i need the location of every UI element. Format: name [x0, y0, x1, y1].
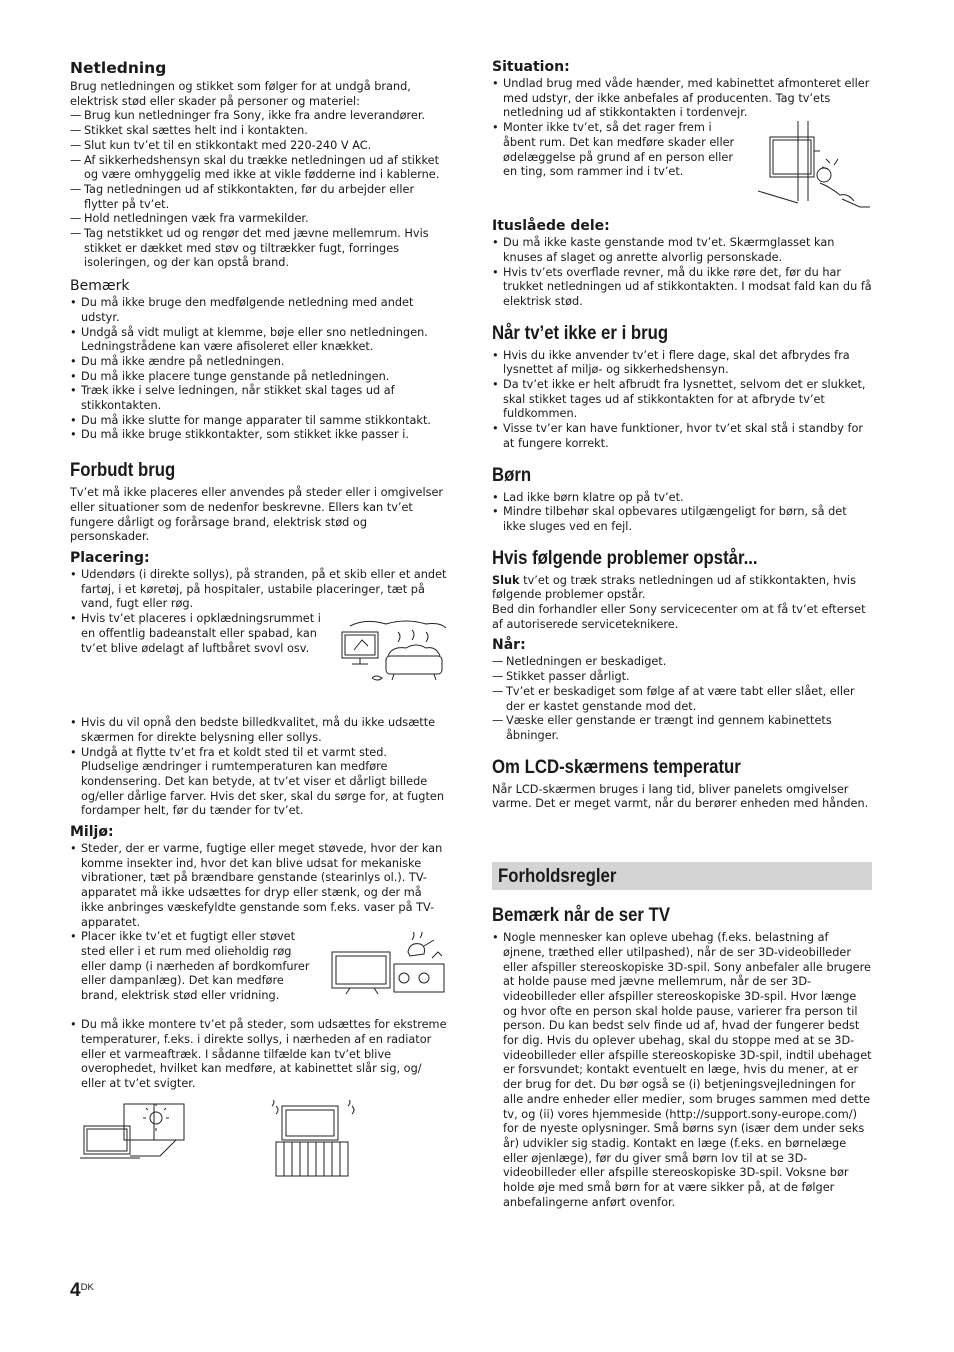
list-item: • Træk ikke i selve ledningen, når stikket skal tages ud af stikkontakten.	[70, 384, 448, 413]
section-placering	[70, 549, 448, 819]
miljo-list-bottom	[70, 1018, 448, 1092]
naar-list	[492, 655, 872, 743]
page-number-value: 4	[70, 1280, 81, 1301]
list-item: • Undgå så vidt muligt at klemme, bøje eller sno netledningen. Ledningstrådene kan være afisoleret eller knækket.	[70, 326, 448, 355]
sunlight-window-tv-illustration	[80, 1100, 188, 1162]
heading-forbudt-brug: Forbudt brug	[70, 459, 176, 482]
situation-list-top	[492, 77, 872, 121]
netledning-intro: Brug netledningen og stikket som følger for at undgå brand, elektrisk stød eller skader på personer og materiel:	[70, 80, 411, 108]
section-naar-tv-ikke-i-brug	[492, 320, 872, 452]
list-item: • Du må ikke placere tunge genstande på netledningen.	[70, 370, 448, 385]
section-problemer	[492, 545, 872, 744]
list-item: • Nogle mennesker kan opleve ubehag (f.eks. belastning af øjnene, træthed eller utilpashed), når de ser 3D-videobilleder eller afspiller stereoskopiske 3D-spil. Sony anbefaler alle brugere at holde pause med jævne mellemrum, når de ser 3D-videobilleder eller afspiller stereoskopiske 3D-spil. Hvor længe og hvor ofte en person skal holde pause, varierer fra person til person. Du kan bedst selv finde ud af, hvad der fungerer bedst for dig. Hvis du oplever ubehag, skal du stoppe med at se 3D-videobilleder eller afspille stereoskopiske 3D-spil, indtil ubehaget er forsvundet; kontakt eventuelt en læge, hvis du mener, at er der brug for det. Du bør også se (i) betjeningsvejledningen for alle andre enheder eller medier, som bruges sammen med dette tv, og (ii) vores hjemmeside (http://support.sony-europe.com/) for de nyeste oplysninger. Små børns syn (især dem under seks år) udvikler sig stadig. Kontakt en læge (f.eks. en børnelæge eller øjenlæge), før du giver små børn lov til at se 3D-videobilleder eller afspille stereoskopiske 3D-spil. Voksne bør holde øje med små børn for at være sikker på, at de følger anbefalingerne anført ovenfor.	[492, 931, 872, 1210]
heading-born: Børn	[492, 463, 532, 486]
heading-naar-tv-ikke-i-brug: Når tv’et ikke er i brug	[492, 321, 669, 344]
page-number-suffix: DK	[80, 1282, 94, 1293]
list-item: • Undlad brug med våde hænder, med kabinettet afmonteret eller med udstyr, der ikke anbefales af producenten. Tag tv’ets netledning ud af stikkontakten i tordenvejr.	[492, 77, 872, 121]
placering-list-fig	[70, 612, 325, 656]
list-item: • Du må ikke bruge stikkontakter, som stikket ikke passer i.	[70, 428, 448, 443]
section-lcd-temperatur	[492, 754, 872, 812]
section-miljo	[70, 823, 448, 1184]
list-item: — Stikket passer dårligt.	[492, 670, 872, 685]
bemaerk-list	[70, 296, 448, 443]
problemer-intro	[492, 574, 872, 603]
section-born	[492, 462, 872, 535]
section-ituslaede-dele	[492, 217, 872, 310]
heading-placering: Placering:	[70, 549, 150, 566]
lcd-text: Når LCD-skærmen bruges i lang tid, bliver panelets omgivelser varme. Det er meget varmt, når du berører enheden med hånden.	[492, 782, 869, 811]
heading-lcd-temperatur: Om LCD-skærmens temperatur	[492, 755, 741, 778]
section-netledning	[70, 58, 448, 271]
list-item: • Hvis tv’et placeres i opklædningsrummet i en offentlig badeanstalt eller spabad, kan tv’et blive ødelagt af luftbåret svovl osv.	[70, 612, 325, 656]
list-item: • Du må ikke ændre på netledningen.	[70, 355, 448, 370]
list-item: — Netledningen er beskadiget.	[492, 655, 872, 670]
list-item: • Da tv’et ikke er helt afbrudt fra lysnettet, selvom det er slukket, skal stikket tages ud af stikkontakten for at afbryde tv’et fuldkommen.	[492, 378, 872, 422]
left-column	[70, 58, 448, 1184]
heading-problemer: Hvis følgende problemer opstår...	[492, 546, 758, 569]
heading-netledning: Netledning	[70, 59, 167, 77]
list-item: • Lad ikke børn klatre op på tv’et.	[492, 491, 872, 506]
list-item: • Steder, der er varme, fugtige eller meget støvede, hvor der kan komme insekter ind, hvor det kan blive udsat for mekaniske vibrationer, tæt på brændbare genstande (stearinlys ol.). TV-apparatet må ikke udsættes for dryp eller stænk, og der må ikke anbringes væskefyldte genstande som f.eks. vaser på TV-apparatet.	[70, 842, 448, 930]
bathhouse-tv-illustration	[336, 616, 448, 686]
born-list	[492, 491, 872, 535]
netledning-list	[70, 109, 448, 271]
situation-list-fig	[492, 121, 742, 180]
heading-forholdsregler: Forholdsregler	[498, 865, 617, 888]
kitchen-steam-tv-illustration	[328, 932, 448, 998]
list-item: • Hvis du ikke anvender tv’et i flere dage, skal det afbrydes fra lysnettet af miljø- og sikkerhedshensyn.	[492, 349, 872, 378]
heading-situation: Situation:	[492, 59, 570, 75]
section-situation	[492, 58, 872, 207]
list-item: • Du må ikke kaste genstande mod tv’et. Skærmglasset kan knuses af slaget og anrette alvorlig personskade.	[492, 236, 872, 265]
section-bemaerk	[70, 277, 448, 443]
list-item: • Mindre tilbehør skal opbevares utilgængeligt for børn, så det ikke sluges ved en fejl.	[492, 505, 872, 534]
list-item: — Hold netledningen væk fra varmekilder.	[70, 212, 448, 227]
sluk-bold: Sluk	[492, 573, 520, 587]
ituslaede-list	[492, 236, 872, 310]
heading-bemaerk: Bemærk	[70, 278, 130, 295]
miljo-list-top	[70, 842, 448, 930]
list-item: — Brug kun netledninger fra Sony, ikke fra andre leverandører.	[70, 109, 448, 124]
page-number	[70, 1280, 94, 1302]
list-item: — Væske eller genstande er trængt ind gennem kabinettets åbninger.	[492, 714, 872, 743]
list-item: — Tag netstikket ud og rengør det med jævne mellemrum. Hvis stikket er dækket med støv og tiltrækker fugt, forringes isoleringen, og der kan opstå brand.	[70, 227, 448, 271]
list-item: • Du må ikke montere tv’et på steder, som udsættes for ekstreme temperaturer, f.eks. i direkte sollys, i nærheden af en radiator eller et varmeaftræk. I sådanne tilfælde kan tv’et blive overophedet, hvilket kan medføre, at kabinettet slår sig, og/ eller at tv’et svigter.	[70, 1018, 448, 1092]
placering-list-top	[70, 568, 448, 612]
list-item: • Du må ikke bruge den medfølgende netledning med andet udstyr.	[70, 296, 448, 325]
naar-ikke-list	[492, 349, 872, 452]
wall-mounted-tv-collision-illustration	[758, 121, 872, 213]
placering-figure-row	[70, 612, 448, 698]
list-item: — Af sikkerhedshensyn skal du trække netledningen ud af stikket og være omhyggelig med ikke at vikle fødderne ind i kablerne.	[70, 154, 448, 183]
list-item: • Visse tv’er kan have funktioner, hvor tv’et skal stå i standby for at fungere korrekt.	[492, 422, 872, 451]
placering-list-bottom	[70, 716, 448, 819]
miljo-bottom-figures	[70, 1100, 448, 1184]
miljo-list-fig	[70, 930, 315, 1004]
list-item: • Undgå at flytte tv’et fra et koldt sted til et varmt sted. Pludselige ændringer i rumtemperaturen kan medføre kondensering. Det kan betyde, at tv’et viser et dårligt billede og/eller dårlige farver. Hvis det sker, skal du sørge for, at fugten fordamper helt, før du tænder for tv’et.	[70, 746, 448, 820]
heading-miljo: Miljø:	[70, 824, 114, 841]
forbudt-intro: Tv’et må ikke placeres eller anvendes på steder eller i omgivelser eller situationer som de nedenfor beskrevne. Ellers kan tv’et fungere dårligt og forårsage brand, elektrisk stød og personskader.	[70, 486, 444, 544]
right-column	[492, 58, 872, 1210]
list-item: • Placer ikke tv’et et fugtigt eller støvet sted eller i et rum med olieholdig røg eller damp (i nærheden af bordkomfurer eller dampanlæg). Det kan medføre brand, elektrisk stød eller vridning.	[70, 930, 315, 1004]
list-item: • Hvis tv’ets overflade revner, må du ikke røre det, før du har trukket netledningen ud af stikkontakten. I modsat fald kan du få elektrisk stød.	[492, 266, 872, 310]
heading-bemaerk-tv: Bemærk når de ser TV	[492, 904, 671, 927]
list-item: — Tag netledningen ud af stikkontakten, før du arbejder eller flytter på tv’et.	[70, 183, 448, 212]
list-item: — Stikket skal sættes helt ind i kontakten.	[70, 124, 448, 139]
situation-figure-row	[492, 121, 872, 207]
list-item: • Hvis du vil opnå den bedste billedkvalitet, må du ikke udsætte skærmen for direkte belysning eller sollys.	[70, 716, 448, 745]
problemer-intro2: Bed din forhandler eller Sony servicecenter om at få tv’et efterset af autoriserede serviceteknikere.	[492, 603, 866, 631]
miljo-figure-row	[70, 930, 448, 1004]
list-item: • Monter ikke tv’et, så det rager frem i åbent rum. Det kan medføre skader eller ødelæggelse på grund af en person eller en ting, som rammer ind i tv’et.	[492, 121, 742, 180]
list-item: — Tv’et er beskadiget som følge af at være tabt eller slået, eller der er kastet genstande mod det.	[492, 685, 872, 714]
section-forbudt-brug	[70, 457, 448, 545]
section-bemaerk-tv	[492, 902, 872, 1210]
heading-ituslaede-dele: Ituslåede dele:	[492, 218, 610, 235]
radiator-tv-illustration	[268, 1100, 358, 1180]
list-item: — Slut kun tv’et til en stikkontakt med 220-240 V AC.	[70, 139, 448, 154]
problemer-intro-rest: tv’et og træk straks netledningen ud af stikkontakten, hvis følgende problemer opstår.	[492, 573, 856, 602]
bemaerk-tv-list	[492, 931, 872, 1210]
heading-naar: Når:	[492, 637, 526, 654]
forholdsregler-bar	[492, 862, 872, 890]
list-item: • Udendørs (i direkte sollys), på stranden, på et skib eller et andet fartøj, i et køretøj, på hospitaler, ustabile placeringer, tæt på vand, fugt eller røg.	[70, 568, 448, 612]
list-item: • Du må ikke slutte for mange apparater til samme stikkontakt.	[70, 414, 448, 429]
